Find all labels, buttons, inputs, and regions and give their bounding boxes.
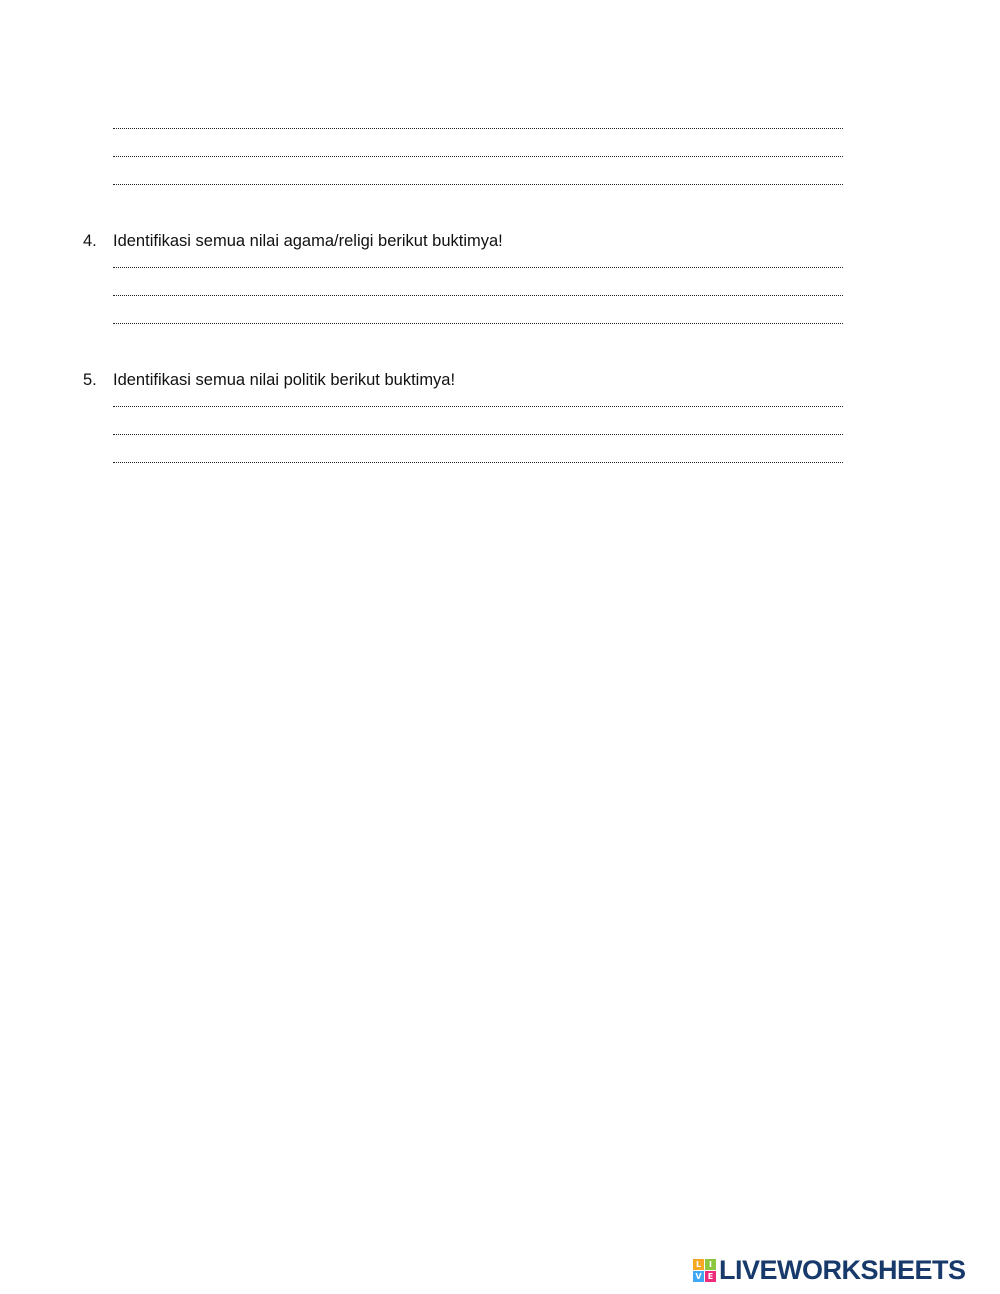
answer-line[interactable] (113, 128, 843, 129)
question-number: 4. (83, 232, 97, 250)
answer-line[interactable] (113, 434, 843, 435)
question-text: Identifikasi semua nilai agama/religi berikut buktimya! (113, 232, 503, 250)
answer-line[interactable] (113, 323, 843, 324)
question-4 (83, 231, 503, 251)
logo-mark-letter: E (705, 1271, 716, 1282)
question-text: Identifikasi semua nilai politik berikut buktimya! (113, 371, 456, 389)
logo-text: LIVEWORKSHEETS (719, 1255, 966, 1285)
answer-line[interactable] (113, 406, 843, 407)
logo-mark-letter: I (705, 1259, 716, 1270)
question-number: 5. (83, 371, 97, 389)
logo-mark-icon (693, 1259, 716, 1282)
answer-line[interactable] (113, 462, 843, 463)
question-5 (83, 370, 455, 390)
answer-line[interactable] (113, 295, 843, 296)
answer-line[interactable] (113, 184, 843, 185)
logo-mark-letter: L (693, 1259, 704, 1270)
logo-mark-letter: V (693, 1271, 704, 1282)
answer-line[interactable] (113, 267, 843, 268)
liveworksheets-logo (693, 1257, 966, 1283)
answer-line[interactable] (113, 156, 843, 157)
